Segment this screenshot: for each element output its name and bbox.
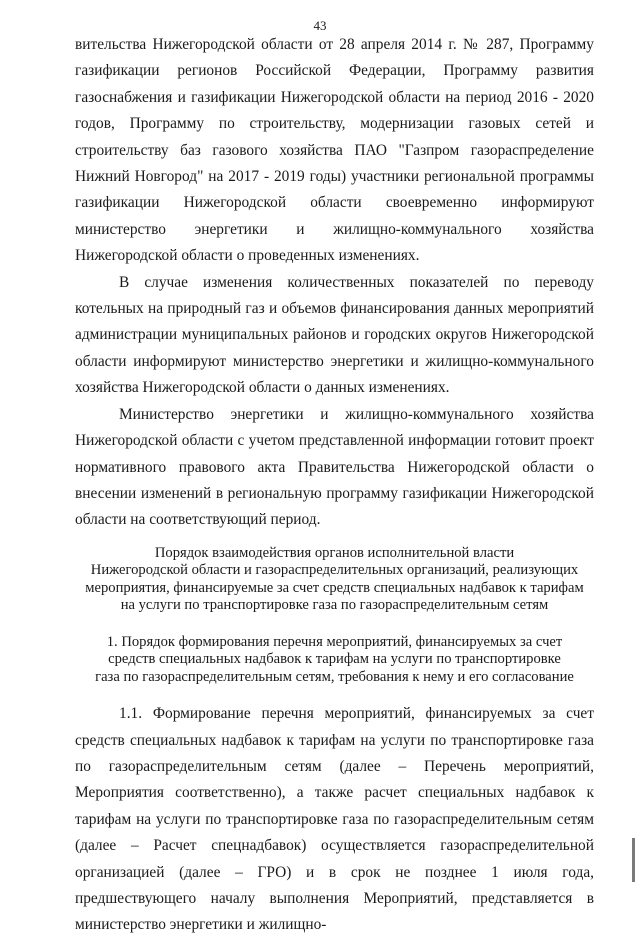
document-body [75,32,594,939]
subsection-title-line: средств специальных надбавок к тарифам на услуги по транспортировке [108,651,561,668]
paragraph-continuation: вительства Нижегородской области от 28 апреля 2014 г. № 287, Программу газификации регионов Российской Федерации, Программу развития газоснабжения и газификации Нижегородской области на период 2016 - 2020 годов, Программу по строительству, модернизации газовых сетей и строительству баз газового хозяйства ПАО "Газпром газораспределение Нижний Новгород" на 2017 - 2019 годы) участники региональной программы газификации Нижегородской области своевременно информируют министерство энергетики и жилищно-коммунального хозяйства Нижегородской области о проведенных изменениях. [75,36,594,265]
section-title-line: мероприятия, финансируемые за счет средств специальных надбавок к тарифам [85,579,584,596]
paragraph-changes-notice: В случае изменения количественных показателей по переводу котельных на природный газ и объемов финансирования данных мероприятий администрации муниципальных районов и городских округов Нижегородской области информируют министерство энергетики и жилищно-коммунального хозяйства Нижегородской области о данных изменениях. [75,273,594,397]
subsection-title [75,634,594,687]
section-title-line: на услуги по транспортировке газа по газораспределительным сетям [120,597,549,614]
scan-edge-mark [632,838,635,882]
section-title-line: Порядок взаимодействия органов исполнительной власти [154,544,515,561]
page-number: 43 [313,18,327,33]
paragraph-ministry-draft: Министерство энергетики и жилищно-коммунального хозяйства Нижегородской области с учетом представленной информации готовит проект нормативного правового акта Правительства Нижегородской области о внесении изменений в региональную программу газификации Нижегородской области на соответствующий период. [75,405,594,529]
subsection-title-line: 1. Порядок формирования перечня мероприятий, финансируемых за счет [106,633,563,650]
subsection-title-line: газа по газораспределительным сетям, требования к нему и его согласование [95,668,574,685]
paragraph-1-1: 1.1. Формирование перечня мероприятий, финансируемых за счет средств специальных надбавок к тарифам на услуги по транспортировке газа по газораспределительным сетям (далее – Перечень мероприятий, Мероприятия соответственно), а также расчет специальных надбавок к тарифам на услуги по транспортировке газа по газораспределительным сетям (далее – Расчет спецнадбавок) осуществляется газораспределительной организацией (далее – ГРО) и в срок не позднее 1 июля года, предшествующего началу выполнения Мероприятий, представляется в министерство энергетики и жилищно- [75,705,594,934]
section-title-line: Нижегородской области и газораспределительных организаций, реализующих [90,562,579,579]
section-title [75,545,594,615]
